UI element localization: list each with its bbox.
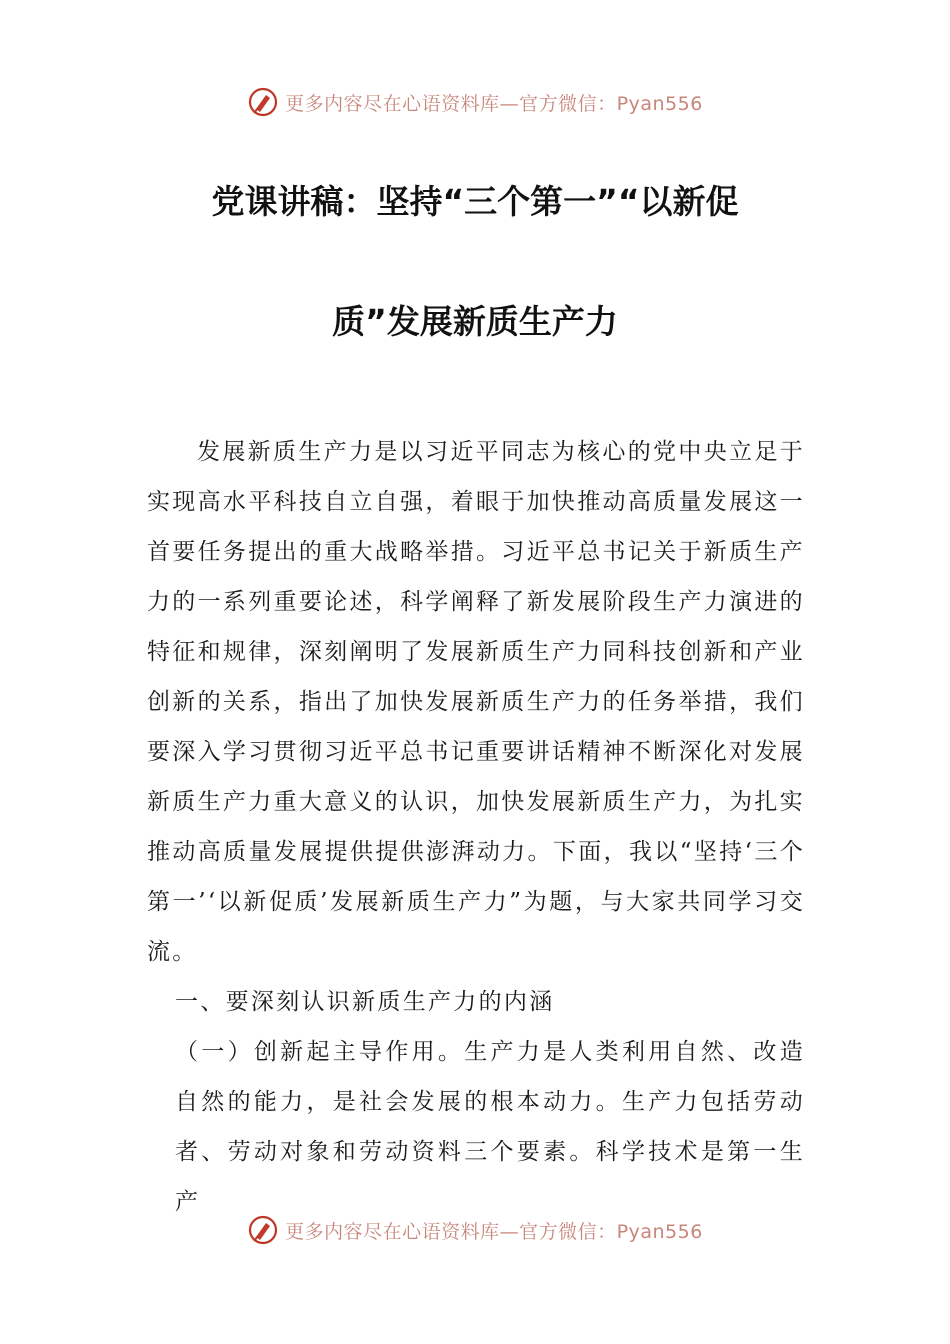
sub-paragraph: （一）创新起主导作用。生产力是人类利用自然、改造自然的能力，是社会发展的根本动力。生产力包括劳动者、劳动对象和劳动资料三个要素。科学技术是第一生产 [175, 1039, 805, 1215]
pen-nib-logo-icon [247, 86, 279, 118]
document-body [147, 427, 805, 1227]
watermark-text: 更多内容尽在心语资料库—官方微信：Pyan556 [285, 1220, 703, 1243]
watermark-footer [0, 1210, 950, 1250]
pen-nib-logo-icon [247, 1214, 279, 1246]
section-heading: 一、要深刻认识新质生产力的内涵 [175, 989, 555, 1015]
document-title-line-1: 党课讲稿：坚持“三个第一”“以新促 [211, 182, 739, 221]
document-title-line-2: 质”发展新质生产力 [332, 302, 618, 341]
watermark-text: 更多内容尽在心语资料库—官方微信：Pyan556 [285, 92, 703, 115]
watermark-header [0, 82, 950, 122]
intro-paragraph: 发展新质生产力是以习近平同志为核心的党中央立足于实现高水平科技自立自强，着眼于加快推动高质量发展这一首要任务提出的重大战略举措。习近平总书记关于新质生产力的一系列重要论述，科学阐释了新发展阶段生产力演进的特征和规律，深刻阐明了发展新质生产力同科技创新和产业创新的关系，指出了加快发展新质生产力的任务举措，我们要深入学习贯彻习近平总书记重要讲话精神不断深化对发展新质生产力重大意义的认识，加快发展新质生产力，为扎实推动高质量发展提供提供澎湃动力。下面，我以“坚持‘三个第一’‘以新促质’发展新质生产力”为题，与大家共同学习交流。 [147, 439, 805, 965]
